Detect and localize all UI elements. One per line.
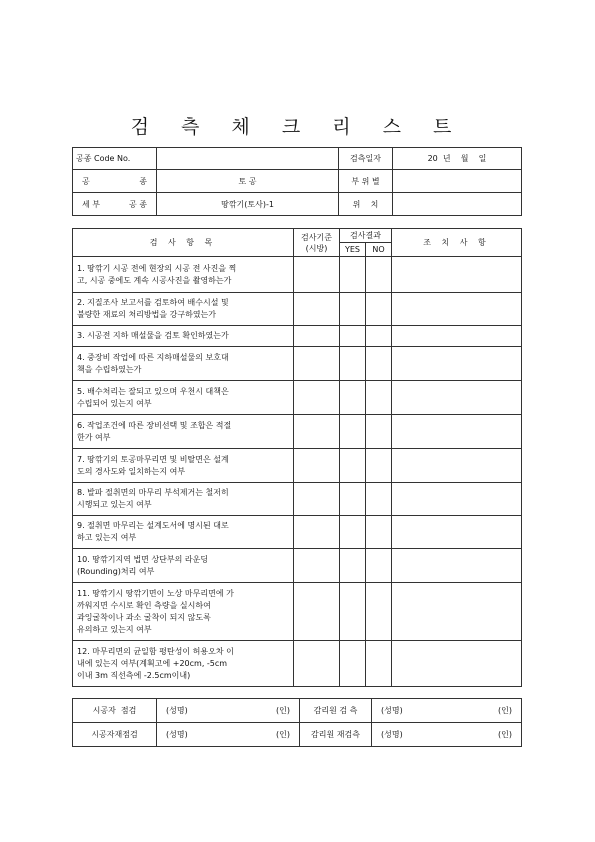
table-row — [73, 549, 522, 583]
table-row — [73, 415, 522, 449]
col-yes-header: YES — [340, 243, 366, 257]
signature-table — [72, 698, 522, 747]
table-row — [73, 641, 522, 687]
yes-cell[interactable] — [340, 516, 366, 549]
check-item-11: 11. 땅깎기시 땅깎기면이 노상 마무리면에 가 까워지면 수시로 확인 측량을 실시하여 과잉굴착이나 과소 굴착이 되지 않도록 유의하고 있는지 여부 — [73, 583, 294, 641]
standard-cell[interactable] — [294, 449, 340, 483]
table-row — [73, 516, 522, 549]
page-title: 검 측 체 크 리 스 트 — [130, 116, 465, 138]
standard-cell[interactable] — [294, 381, 340, 415]
contractor-reinspect-label: 시공자재점검 — [73, 723, 157, 747]
location-label: 위 치 — [339, 193, 393, 216]
check-item-5: 5. 배수처리는 잘되고 있으며 우천시 대책은 수립되어 있는지 여부 — [73, 381, 294, 415]
no-cell[interactable] — [366, 516, 392, 549]
check-item-2: 2. 지질조사 보고서를 검토하여 배수시설 및 불량한 재료의 처리방법을 강구하였는가 — [73, 293, 294, 326]
no-cell[interactable] — [366, 483, 392, 516]
standard-cell[interactable] — [294, 641, 340, 687]
standard-cell[interactable] — [294, 293, 340, 326]
check-item-12: 12. 마무리면의 균일함 평탄성이 허용오차 이 내에 있는지 여부(계획고에 +20cm, -5cm 이내 3m 직선측에 -2.5cm이내) — [73, 641, 294, 687]
supervisor-reinspect-label: 감리원 재검측 — [300, 723, 372, 747]
no-cell[interactable] — [366, 326, 392, 347]
table-row — [73, 449, 522, 483]
col-standard-header: 검사기준 (시방) — [294, 229, 340, 257]
table-row — [73, 381, 522, 415]
table-row — [73, 583, 522, 641]
col-no-header: NO — [366, 243, 392, 257]
standard-cell[interactable] — [294, 415, 340, 449]
location-value[interactable] — [393, 193, 522, 216]
yes-cell[interactable] — [340, 347, 366, 381]
action-cell[interactable] — [392, 583, 522, 641]
action-cell[interactable] — [392, 381, 522, 415]
action-cell[interactable] — [392, 293, 522, 326]
action-cell[interactable] — [392, 549, 522, 583]
yes-cell[interactable] — [340, 483, 366, 516]
contractor-inspect-label: 시공자 점검 — [73, 699, 157, 723]
check-item-9: 9. 절취면 마무리는 설계도서에 명시된 대로 하고 있는지 여부 — [73, 516, 294, 549]
col-action-header: 조 치 사 항 — [392, 229, 522, 257]
yes-cell[interactable] — [340, 293, 366, 326]
checklist-table — [72, 228, 522, 687]
table-row — [73, 347, 522, 381]
yes-cell[interactable] — [340, 326, 366, 347]
no-cell[interactable] — [366, 549, 392, 583]
standard-cell[interactable] — [294, 549, 340, 583]
check-item-4: 4. 중장비 작업에 따른 지하매설물의 보호대 책을 수립하였는가 — [73, 347, 294, 381]
no-cell[interactable] — [366, 293, 392, 326]
standard-cell[interactable] — [294, 583, 340, 641]
check-item-6: 6. 작업조건에 따른 장비선택 및 조합은 적절 한가 여부 — [73, 415, 294, 449]
action-cell[interactable] — [392, 483, 522, 516]
yes-cell[interactable] — [340, 583, 366, 641]
work-type-label: 공 종 — [73, 170, 157, 193]
supervisor-reinspect-sign[interactable]: (성명) (인) — [372, 723, 522, 747]
work-code-label: 공종 Code No. — [73, 148, 157, 170]
yes-cell[interactable] — [340, 257, 366, 293]
inspect-date-value[interactable]: 20 년 월 일 — [393, 148, 522, 170]
action-cell[interactable] — [392, 347, 522, 381]
section-label: 부 위 별 — [339, 170, 393, 193]
contractor-reinspect-sign[interactable]: (성명) (인) — [157, 723, 300, 747]
action-cell[interactable] — [392, 516, 522, 549]
standard-cell[interactable] — [294, 257, 340, 293]
action-cell[interactable] — [392, 415, 522, 449]
check-item-7: 7. 땅깎기의 토공마무리면 및 비탈면은 설계 도의 경사도와 일치하는지 여부 — [73, 449, 294, 483]
supervisor-inspect-label: 감리원 검 측 — [300, 699, 372, 723]
col-items-header: 검 사 항 목 — [73, 229, 294, 257]
action-cell[interactable] — [392, 257, 522, 293]
check-item-1: 1. 땅깎기 시공 전에 현장의 시공 전 사진을 찍 고, 시공 중에도 계속 시공사진을 촬영하는가 — [73, 257, 294, 293]
standard-cell[interactable] — [294, 326, 340, 347]
table-row — [73, 483, 522, 516]
yes-cell[interactable] — [340, 415, 366, 449]
no-cell[interactable] — [366, 415, 392, 449]
contractor-inspect-sign[interactable]: (성명) (인) — [157, 699, 300, 723]
no-cell[interactable] — [366, 449, 392, 483]
detail-label: 세 부 공 종 — [73, 193, 157, 216]
detail-value[interactable]: 땅깎기(토사)-1 — [157, 193, 339, 216]
check-item-8: 8. 발파 절취면의 마무리 부석제거는 철저히 시행되고 있는지 여부 — [73, 483, 294, 516]
inspect-date-label: 검측일자 — [339, 148, 393, 170]
yes-cell[interactable] — [340, 449, 366, 483]
supervisor-inspect-sign[interactable]: (성명) (인) — [372, 699, 522, 723]
no-cell[interactable] — [366, 583, 392, 641]
standard-cell[interactable] — [294, 516, 340, 549]
table-row — [73, 293, 522, 326]
check-item-3: 3. 시공전 지하 매설물을 검토 확인하였는가 — [73, 326, 294, 347]
yes-cell[interactable] — [340, 641, 366, 687]
action-cell[interactable] — [392, 449, 522, 483]
no-cell[interactable] — [366, 381, 392, 415]
section-value[interactable] — [393, 170, 522, 193]
no-cell[interactable] — [366, 347, 392, 381]
standard-cell[interactable] — [294, 347, 340, 381]
col-result-header: 검사결과 — [340, 229, 392, 243]
yes-cell[interactable] — [340, 549, 366, 583]
no-cell[interactable] — [366, 641, 392, 687]
no-cell[interactable] — [366, 257, 392, 293]
yes-cell[interactable] — [340, 381, 366, 415]
action-cell[interactable] — [392, 641, 522, 687]
work-type-value[interactable]: 토 공 — [157, 170, 339, 193]
header-table — [72, 147, 522, 216]
table-row — [73, 326, 522, 347]
work-code-value[interactable] — [157, 148, 339, 170]
check-item-10: 10. 땅깎기지역 법면 상단부의 라운딩 (Rounding)처리 여부 — [73, 549, 294, 583]
standard-cell[interactable] — [294, 483, 340, 516]
table-row — [73, 257, 522, 293]
action-cell[interactable] — [392, 326, 522, 347]
